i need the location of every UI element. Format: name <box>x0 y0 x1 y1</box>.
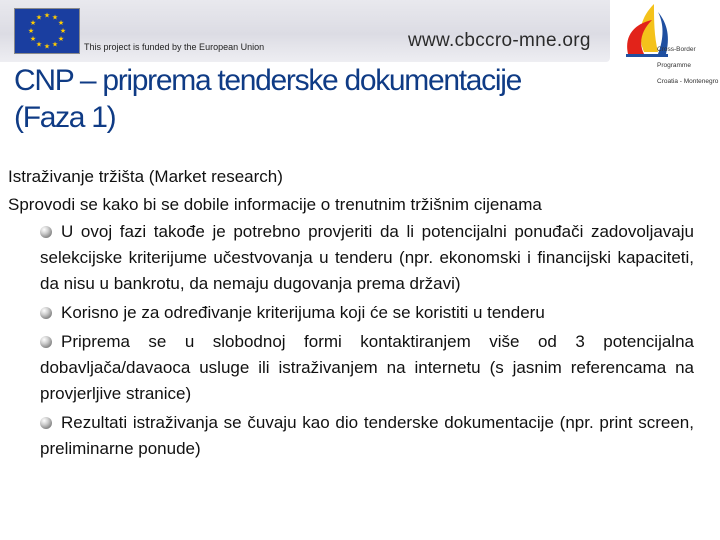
programme-line-2: Programme <box>657 62 691 69</box>
slide-title-line-1: CNP – priprema tenderske dokumentacije <box>14 64 521 97</box>
bullet-icon <box>40 307 52 319</box>
bullet-icon <box>40 226 52 238</box>
svg-text:★: ★ <box>35 40 43 49</box>
programme-line-3: Croatia - Montenegro <box>657 78 719 85</box>
eu-funding-caption: This project is funded by the European Union <box>84 42 265 52</box>
bullet-item <box>40 219 694 297</box>
svg-text:★: ★ <box>35 13 43 22</box>
slide-content <box>8 163 698 465</box>
section-intro: Sprovodi se kako bi se dobile informacije o trenutnim tržišnim cijenama <box>8 195 542 214</box>
bullet-icon <box>40 417 52 429</box>
bullet-text: Korisno je za određivanje kriterijuma koji će se koristiti u tenderu <box>61 303 545 322</box>
svg-text:★: ★ <box>51 40 59 49</box>
slide-title-line-2: (Faza 1) <box>14 101 116 134</box>
bullet-item <box>40 300 694 326</box>
svg-text:★: ★ <box>51 13 59 22</box>
svg-text:★: ★ <box>29 19 37 27</box>
svg-text:★: ★ <box>43 11 51 20</box>
site-url: www.cbccro-mne.org <box>408 30 591 51</box>
bullet-icon <box>40 336 52 348</box>
section-subheading: Istraživanje tržišta (Market research) <box>8 167 283 186</box>
bullet-text: U ovoj fazi takođe je potrebno provjeriti da li potencijalni ponuđači zadovoljavaju selekcijske kriterijume učestvovanja u tenderu (npr. ekonomski i financijski kapaciteti, da nisu u bankrotu, da nemaju dugovanja prema državi) <box>40 222 694 293</box>
svg-text:★: ★ <box>29 35 37 43</box>
svg-text:★: ★ <box>57 19 65 27</box>
svg-text:★: ★ <box>43 42 51 51</box>
bullet-item <box>40 329 694 407</box>
programme-line-1: Cross-Border <box>657 46 696 53</box>
bullet-text: Priprema se u slobodnoj formi kontaktiranjem više od 3 potencijalna dobavljača/davaoca usluge ili istraživanjem na internetu (s jasnim referencama na provjerljive stranice) <box>40 332 694 403</box>
svg-text:★: ★ <box>59 27 67 35</box>
bullet-list <box>8 219 698 462</box>
svg-text:★: ★ <box>57 35 65 43</box>
eu-flag-icon <box>14 8 80 54</box>
bullet-text: Rezultati istraživanja se čuvaju kao dio tenderske dokumentacije (npr. print screen, preliminarne ponude) <box>40 413 694 458</box>
bullet-item <box>40 410 694 462</box>
svg-text:★: ★ <box>27 27 35 35</box>
slide-title <box>14 62 674 136</box>
